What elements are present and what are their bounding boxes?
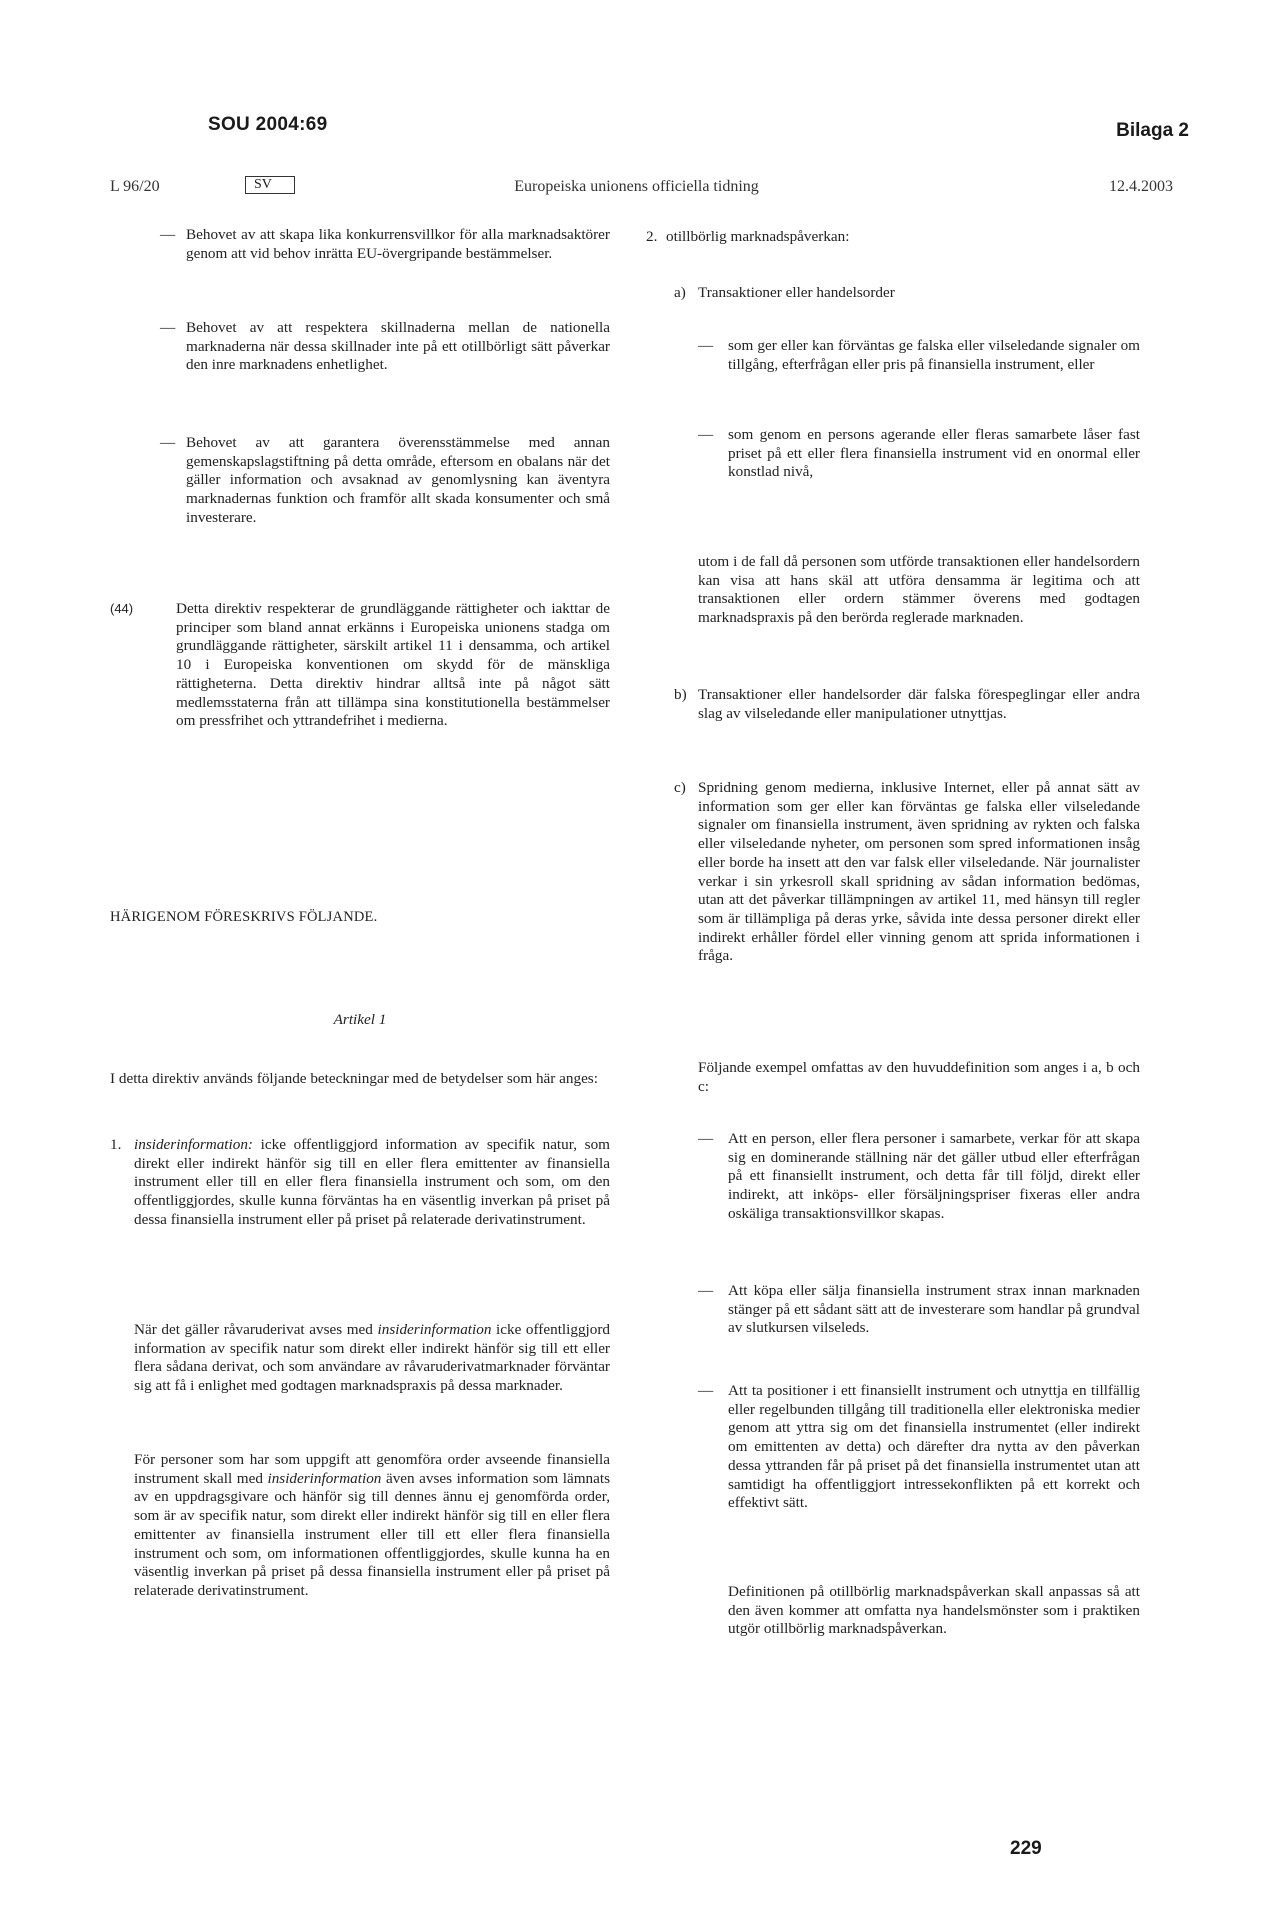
- recital-44: [110, 600, 610, 800]
- order-paragraph: [134, 1451, 610, 1601]
- consideration-item: [160, 226, 610, 286]
- consideration-item: [160, 434, 610, 554]
- point-a-exception: utom i de fall då personen som utförde transaktionen eller handelsordern kan visa att hans skäl att utföra densamma är legitima och att transaktionen eller ordern stämmer överens med godtagen marknadspraxis på den berörda reglerade marknaden.: [698, 553, 1140, 627]
- dash-marker: —: [160, 226, 176, 243]
- example-text: Att köpa eller sälja finansiella instrument strax innan marknaden stänger på ett sådant sätt att de investerare som handlar på grundval av slutkursen vilseleds.: [728, 1282, 1140, 1337]
- dash-marker: —: [160, 319, 176, 336]
- oj-reference: L 96/20: [110, 178, 160, 195]
- paragraph-term: insiderinformation: [267, 1469, 382, 1487]
- definition-number: 2.: [646, 228, 658, 245]
- definition-2: [646, 228, 1140, 248]
- consideration-text: Behovet av att garantera överensstämmelse med annan gemenskapslagstiftning på detta område, eftersom en obalans när det gäller information och avsaknad av genomlysning kan äventyra marknadernas funktion och framför allt skada konsumenter och små investerare.: [186, 434, 610, 526]
- point-c: [674, 779, 1140, 1019]
- commodity-paragraph: [134, 1321, 610, 1396]
- definition-text: [134, 1136, 610, 1230]
- consideration-item: [160, 319, 610, 399]
- closing-paragraph: Definitionen på otillbörlig marknadspåverkan skall anpassas så att den även kommer att omfatta nya handelsmönster som i praktiken utgör otillbörlig marknadspåverkan.: [728, 1583, 1140, 1638]
- point-label: c): [674, 779, 686, 796]
- page-number: 229: [1010, 1838, 1042, 1859]
- point-label: a): [674, 284, 686, 301]
- definition-body: icke offentliggjord information av specifik natur, som direkt eller indirekt hänför sig till en eller flera emittenter av finansiella instrument eller till en eller flera finansiella instrument och som, om den offentliggjordes, skulle kunna förväntas ha en väsentlig inverkan på priset på dessa finansiella instrument eller på priset på relaterade derivatinstrument.: [134, 1136, 610, 1228]
- point-label: b): [674, 686, 687, 703]
- example-item: [698, 1382, 1140, 1542]
- consideration-text: Behovet av att skapa lika konkurrensvillkor för alla marknadsaktörer genom att vid behov inrätta EU-övergripande bestämmelser.: [186, 226, 610, 262]
- journal-date: 12.4.2003: [1109, 178, 1173, 195]
- dash-text: som genom en persons agerande eller fleras samarbete låser fast priset på ett eller flera finansiella instrument vid en onormal eller konstlad nivå,: [728, 426, 1140, 481]
- point-a-dash: [698, 426, 1140, 486]
- point-a-dash: [698, 337, 1140, 397]
- point-text: Transaktioner eller handelsorder där falska förespeglingar eller andra slag av vilseledande eller manipulationer utnyttjas.: [698, 686, 1140, 722]
- enacting-formula: HÄRIGENOM FÖRESKRIVS FÖLJANDE.: [110, 909, 378, 925]
- paragraph-pre: För personer som har som uppgift att genomföra order avseende finansiella instrument skall med: [134, 1451, 610, 1487]
- paragraph-post: icke offentliggjord information av specifik natur som direkt eller indirekt hänför sig till ett eller flera sådana derivat, och som användare av råvaruderivatmarknader förväntar sig att få i enlighet med godtagen marknadspraxis på dessa marknader.: [134, 1321, 610, 1395]
- dash-text: som ger eller kan förväntas ge falska eller vilseledande signaler om tillgång, efterfrågan eller pris på finansiella instrument, eller: [728, 337, 1140, 373]
- example-text: Att ta positioner i ett finansiellt instrument och utnyttja en tillfällig eller regelbunden tillgång till traditionella eller elektroniska medier genom att yttra sig om det finansiella instrumentet (eller indirekt om emittenten av detta) och därefter dra nytta av den påverkan dessa yttranden får på priset på det finansiella instrumentet utan att samtidigt ha offentliggjort intressekonflikten på ett korrekt och effektivt sätt.: [728, 1382, 1140, 1512]
- dash-marker: —: [698, 337, 714, 354]
- appendix-label: Bilaga 2: [1116, 120, 1189, 141]
- article-title: [110, 1011, 610, 1030]
- recital-text: Detta direktiv respekterar de grundläggande rättigheter och iakttar de principer som bland annat erkänns i Europeiska unionens stadga om grundläggande rättigheter, särskilt artikel 11 i densamma, och artikel 10 i Europeiska konventionen om skydd för de mänskliga rättigheterna. Detta direktiv hindrar alltså inte på något sätt medlemsstaterna från att tillämpa sina konstitutionella bestämmelser om pressfrihet och yttrandefrihet i medierna.: [176, 600, 610, 730]
- definition-term: insiderinformation:: [134, 1136, 253, 1153]
- paragraph-pre: När det gäller råvaruderivat avses med: [134, 1321, 378, 1338]
- left-column: [110, 0, 610, 1906]
- consideration-text: Behovet av att respektera skillnaderna mellan de nationella marknaderna när dessa skillnader inte på ett otillbörligt sätt påverkar den inre marknadens enhetlighet.: [186, 319, 610, 374]
- journal-title: Europeiska unionens officiella tidning: [514, 178, 759, 195]
- definition-term: otillbörlig marknadspåverkan:: [666, 228, 850, 245]
- paragraph-post: även avses information som lämnats av en uppdragsgivare och hänför sig till dennes ännu ej genomförda order, som är av specifik natur, som direkt eller indirekt hänför sig till en eller flera emittenter av finansiella instrument eller till ett eller flera finansiella instrument och som, om informationen offentliggjordes, skulle kunna ha en väsentlig inverkan på priset på dessa finansiella instrument eller på priset på relaterade derivatinstrument.: [134, 1469, 610, 1599]
- point-a: [674, 284, 1140, 304]
- point-text: Transaktioner eller handelsorder: [698, 284, 895, 301]
- examples-intro: Följande exempel omfattas av den huvuddefinition som anges i a, b och c:: [698, 1059, 1140, 1095]
- dash-marker: —: [698, 1282, 714, 1299]
- example-item: [698, 1282, 1140, 1342]
- definition-1: [110, 1136, 610, 1296]
- right-column: [646, 0, 1140, 1906]
- sou-reference: SOU 2004:69: [208, 114, 328, 135]
- definition-number: 1.: [110, 1136, 122, 1153]
- language-code: SV: [245, 176, 295, 194]
- example-item: [698, 1130, 1140, 1240]
- dash-marker: —: [160, 434, 176, 451]
- point-text: Spridning genom medierna, inklusive Internet, eller på annat sätt av information som ger eller kan förväntas ge falska eller vilseledande signaler om finansiella instrument, även spridning av rykten och falska eller vilseledande nyheter, om personen som spred informationen insåg eller borde ha insett att den var falsk eller vilseledande. När journalister verkar i sin yrkesroll skall spridning av sådan information bedömas, utan att det påverkar tillämpningen av artikel 11, med hänsyn till regler som är tillämpliga på deras yrke, såvida inte dessa personer direkt eller indirekt erhåller fördel eller vinning genom att sprida informationen i fråga.: [698, 779, 1140, 965]
- paragraph-term: insiderinformation: [377, 1321, 492, 1338]
- article-title-text: Artikel 1: [333, 1011, 387, 1028]
- article-intro: I detta direktiv används följande beteckningar med de betydelser som här anges:: [110, 1070, 598, 1087]
- dash-marker: —: [698, 1382, 714, 1399]
- dash-marker: —: [698, 426, 714, 443]
- recital-number: (44): [110, 601, 134, 616]
- example-text: Att en person, eller flera personer i samarbete, verkar för att skapa sig en dominerande ställning när det gäller utbud eller efterfrågan på ett finansiellt instrument, och detta får till följd, direkt eller indirekt, att inköps- eller försäljningspriser fixeras eller andra oskäliga transaktionsvillkor skapas.: [728, 1130, 1140, 1222]
- dash-marker: —: [698, 1130, 714, 1147]
- point-b: [674, 686, 1140, 746]
